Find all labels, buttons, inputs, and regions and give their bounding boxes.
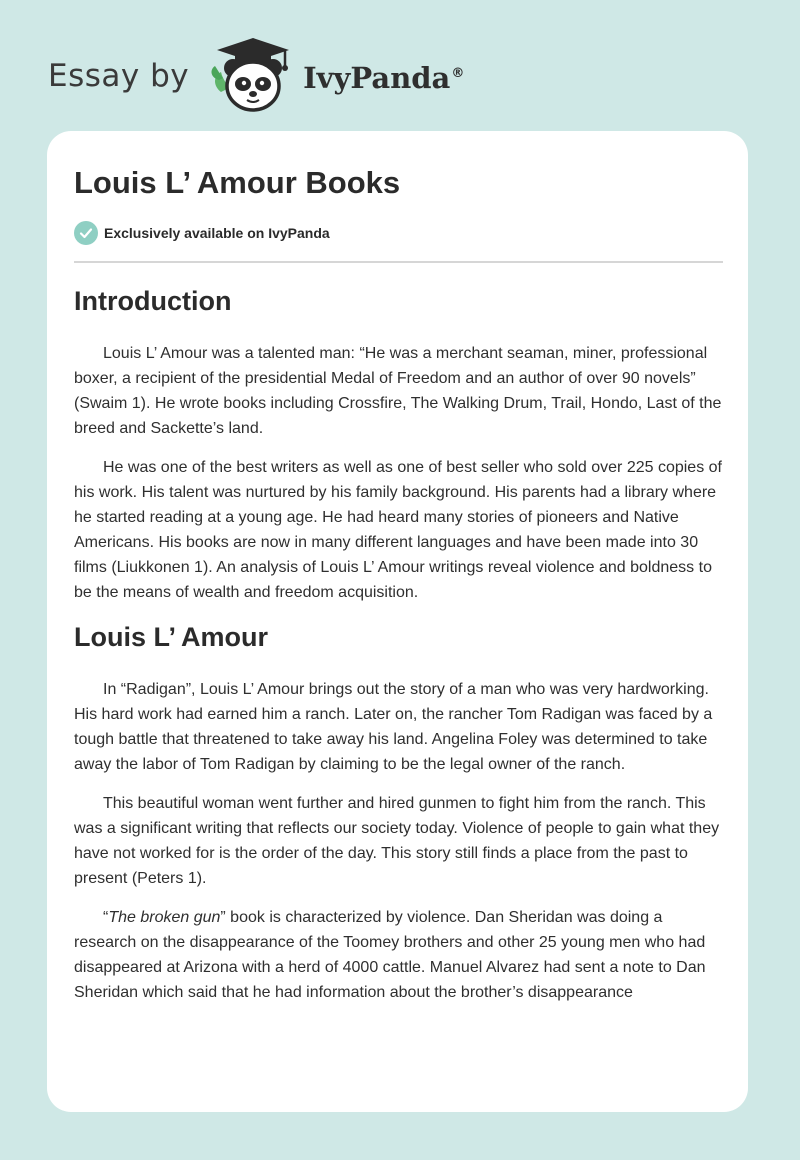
page-title: Louis L’ Amour Books	[74, 165, 401, 200]
essay-card	[47, 131, 748, 1112]
site-header	[48, 34, 464, 114]
essay-by-label: Essay by	[48, 58, 190, 94]
paragraph: This beautiful woman went further and hired gunmen to fight him from the ranch. This was a significant writing that reflects our society today. Violence of people to gain what they have not worked for is the order of the day. This story still finds a place from the past to present (Peters 1).	[74, 795, 720, 887]
section-heading-louis-lamour: Louis L’ Amour	[74, 622, 269, 652]
quote-open: “	[103, 909, 109, 926]
paragraph: Louis L’ Amour was a talented man: “He was a merchant seaman, miner, professional boxer, a recipient of the presidential Medal of Freedom and an author of over 90 novels” (Swaim 1). He wrote books including Crossfire, The Walking Drum, Trail, Hondo, Last of the breed and Sackette’s land.	[74, 345, 722, 437]
essay-body	[74, 283, 724, 1019]
paragraph-text: ” book is characterized by violence. Dan Sheridan was doing a research on the disappearance of the Toomey brothers and other 25 young men who had disappeared at Arizona with a herd of 4000 cattle. Manuel Alvarez had sent a note to Dan Sheridan which said that he had information about the brother’s disappearance	[74, 909, 706, 1001]
book-title: The broken gun	[108, 909, 221, 926]
panda-logo-icon	[207, 34, 299, 114]
paragraph: In “Radigan”, Louis L’ Amour brings out the story of a man who was very hardworking. His hard work had earned him a ranch. Later on, the rancher Tom Radigan was faced by a tough battle that threatened to take away his land. Angelina Foley was determined to take away the labor of Tom Radigan by claiming to be the legal owner of the ranch.	[74, 681, 713, 773]
section-heading-introduction: Introduction	[74, 286, 232, 316]
check-icon	[74, 221, 98, 245]
brand-name: IvyPanda®	[303, 61, 465, 95]
paragraph	[74, 905, 724, 1005]
badge-label: Exclusively available on IvyPanda	[104, 225, 330, 241]
paragraph: He was one of the best writers as well as one of best seller who sold over 225 copies of his work. His talent was nurtured by his family background. His parents had a library where he started reading at a young age. He had heard many stories of pioneers and Native Americans. His books are now in many different languages and have been made into 30 films (Liukkonen 1). An analysis of Louis L’ Amour writings reveal violence and boldness to be the means of wealth and freedom acquisition.	[74, 459, 722, 601]
divider	[74, 261, 723, 263]
exclusive-badge	[74, 221, 330, 245]
